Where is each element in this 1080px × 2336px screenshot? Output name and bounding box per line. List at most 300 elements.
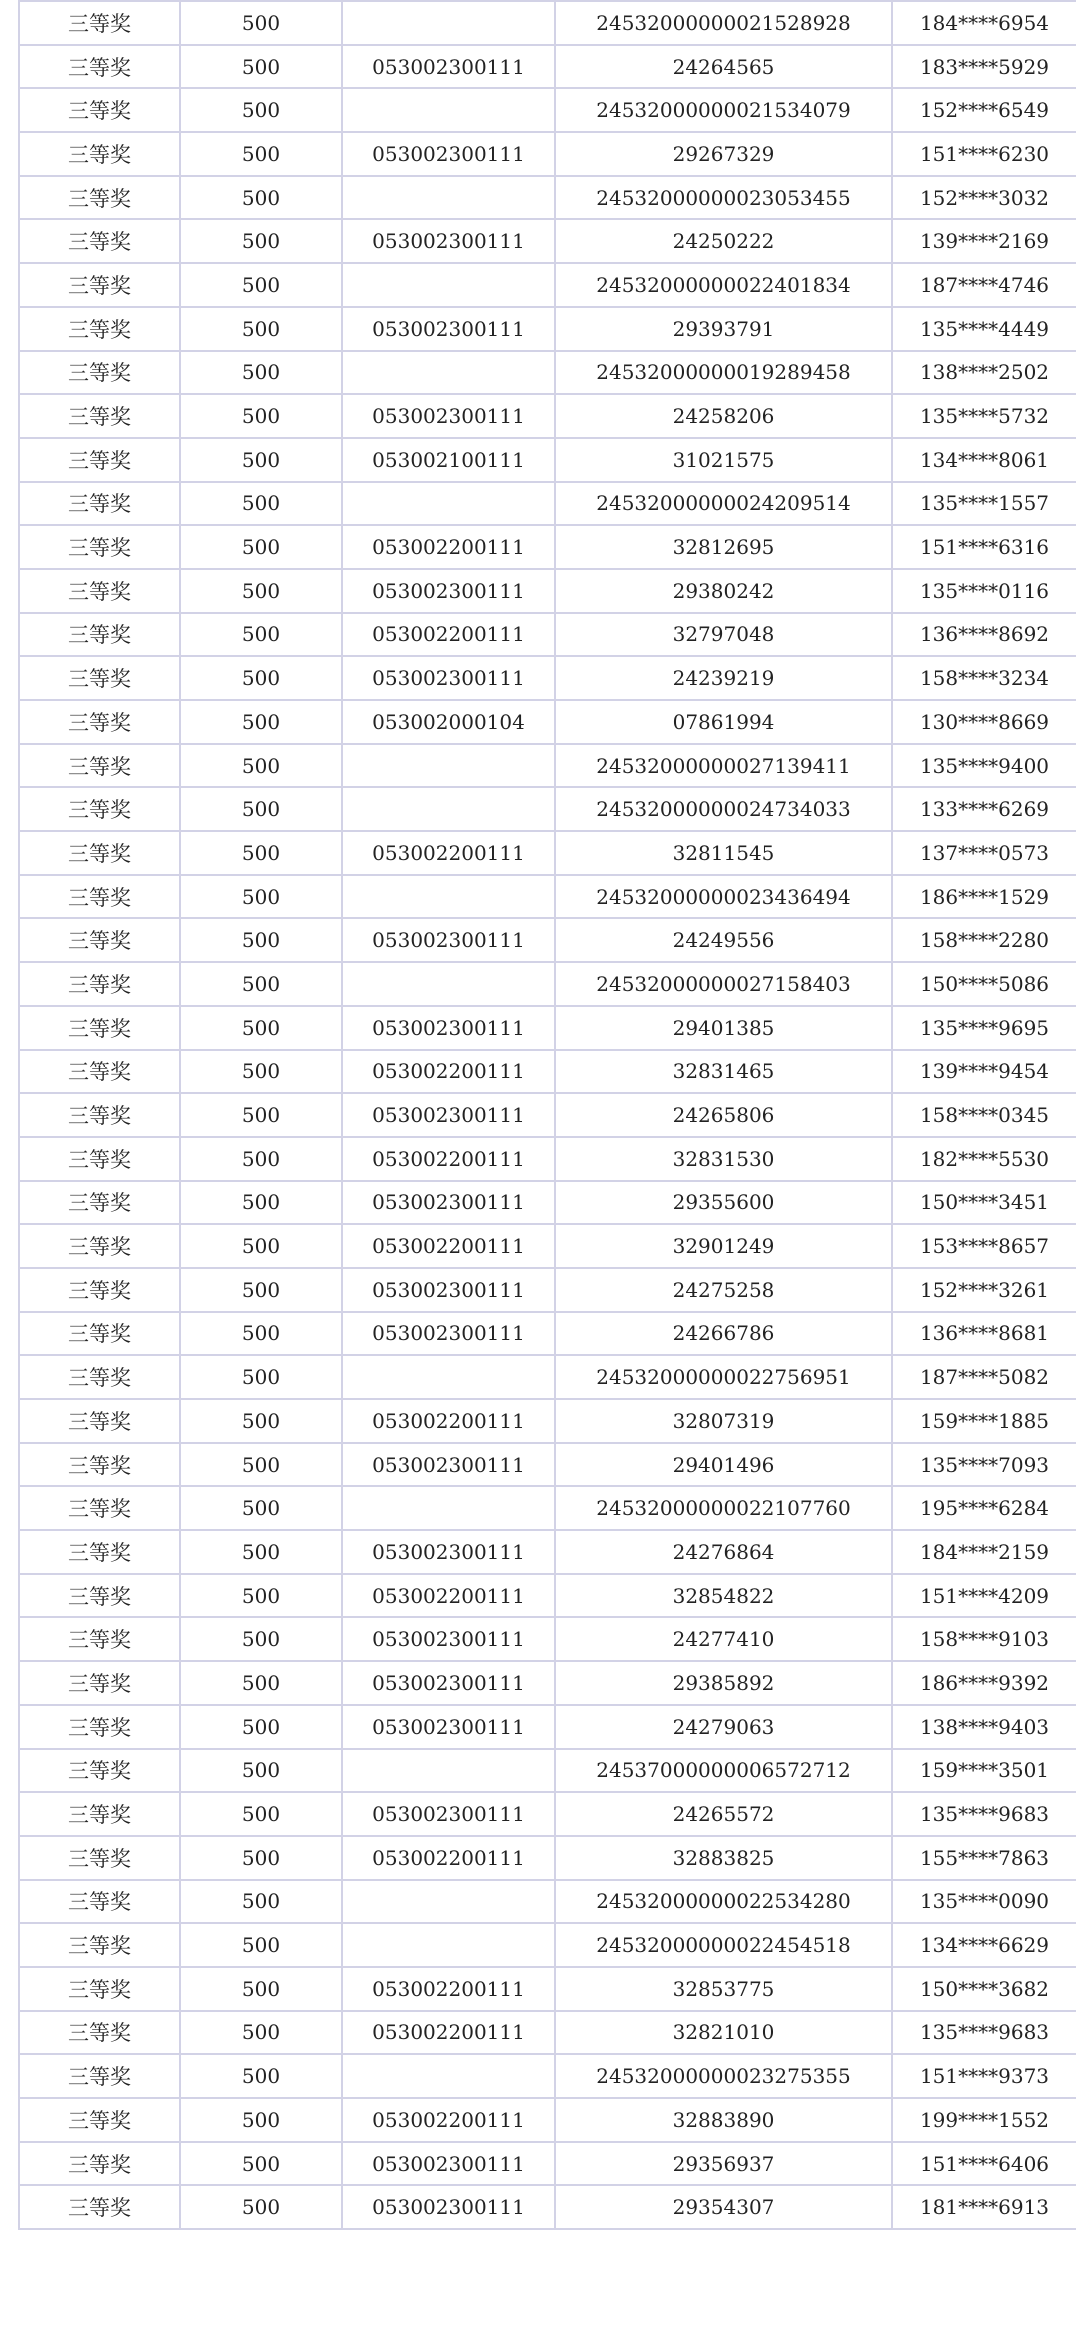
account-code-cell <box>342 1923 555 1967</box>
ticket-number-cell: 24239219 <box>555 656 892 700</box>
account-code-cell: 053002200111 <box>342 525 555 569</box>
phone-number-cell: 134****6629 <box>892 1923 1076 1967</box>
prize-level-cell: 三等奖 <box>19 1923 180 1967</box>
account-code-cell: 053002300111 <box>342 2142 555 2186</box>
prize-amount-cell: 500 <box>180 45 342 89</box>
account-code-cell <box>342 875 555 919</box>
account-code-cell <box>342 263 555 307</box>
ticket-number-cell: 24532000000021534079 <box>555 88 892 132</box>
account-code-cell: 053002200111 <box>342 831 555 875</box>
phone-number-cell: 139****9454 <box>892 1050 1076 1094</box>
ticket-number-cell: 24277410 <box>555 1617 892 1661</box>
table-row <box>19 45 1076 89</box>
prize-level-cell: 三等奖 <box>19 88 180 132</box>
ticket-number-cell: 32831530 <box>555 1137 892 1181</box>
prize-amount-cell: 500 <box>180 1355 342 1399</box>
prize-amount-cell: 500 <box>180 569 342 613</box>
prize-level-cell: 三等奖 <box>19 1836 180 1880</box>
table-row <box>19 438 1076 482</box>
table-row <box>19 1312 1076 1356</box>
account-code-cell <box>342 1 555 45</box>
phone-number-cell: 155****7863 <box>892 1836 1076 1880</box>
phone-number-cell: 158****9103 <box>892 1617 1076 1661</box>
prize-level-cell: 三等奖 <box>19 132 180 176</box>
prize-level-cell: 三等奖 <box>19 307 180 351</box>
prize-level-cell: 三等奖 <box>19 1574 180 1618</box>
account-code-cell: 053002200111 <box>342 1224 555 1268</box>
account-code-cell: 053002300111 <box>342 1093 555 1137</box>
ticket-number-cell: 29380242 <box>555 569 892 613</box>
prize-level-cell: 三等奖 <box>19 613 180 657</box>
ticket-number-cell: 32797048 <box>555 613 892 657</box>
prize-amount-cell: 500 <box>180 1443 342 1487</box>
phone-number-cell: 135****4449 <box>892 307 1076 351</box>
phone-number-cell: 135****0090 <box>892 1880 1076 1924</box>
ticket-number-cell: 24532000000024734033 <box>555 787 892 831</box>
table-row <box>19 1792 1076 1836</box>
account-code-cell: 053002300111 <box>342 45 555 89</box>
prize-amount-cell: 500 <box>180 2185 342 2229</box>
prize-amount-cell: 500 <box>180 1 342 45</box>
account-code-cell: 053002300111 <box>342 1181 555 1225</box>
phone-number-cell: 186****9392 <box>892 1661 1076 1705</box>
account-code-cell <box>342 1355 555 1399</box>
ticket-number-cell: 24532000000027139411 <box>555 744 892 788</box>
prize-level-cell: 三等奖 <box>19 1137 180 1181</box>
phone-number-cell: 150****5086 <box>892 962 1076 1006</box>
prize-amount-cell: 500 <box>180 2098 342 2142</box>
phone-number-cell: 183****5929 <box>892 45 1076 89</box>
phone-number-cell: 135****9400 <box>892 744 1076 788</box>
prize-amount-cell: 500 <box>180 1574 342 1618</box>
table-row <box>19 2142 1076 2186</box>
ticket-number-cell: 29401496 <box>555 1443 892 1487</box>
prize-amount-cell: 500 <box>180 1093 342 1137</box>
table-row <box>19 1617 1076 1661</box>
phone-number-cell: 135****1557 <box>892 482 1076 526</box>
prize-level-cell: 三等奖 <box>19 2185 180 2229</box>
ticket-number-cell: 24532000000022756951 <box>555 1355 892 1399</box>
prize-level-cell: 三等奖 <box>19 1093 180 1137</box>
ticket-number-cell: 24532000000022454518 <box>555 1923 892 1967</box>
ticket-number-cell: 32811545 <box>555 831 892 875</box>
account-code-cell: 053002000104 <box>342 700 555 744</box>
prize-level-cell: 三等奖 <box>19 1181 180 1225</box>
account-code-cell: 053002200111 <box>342 1050 555 1094</box>
account-code-cell: 053002300111 <box>342 1268 555 1312</box>
account-code-cell: 053002200111 <box>342 1574 555 1618</box>
table-row <box>19 875 1076 919</box>
account-code-cell: 053002300111 <box>342 219 555 263</box>
table-row <box>19 482 1076 526</box>
prize-amount-cell: 500 <box>180 744 342 788</box>
account-code-cell <box>342 2054 555 2098</box>
account-code-cell: 053002200111 <box>342 1399 555 1443</box>
ticket-number-cell: 24532000000019289458 <box>555 351 892 395</box>
ticket-number-cell: 32812695 <box>555 525 892 569</box>
prize-winners-table <box>18 0 1076 2230</box>
phone-number-cell: 158****0345 <box>892 1093 1076 1137</box>
prize-level-cell: 三等奖 <box>19 482 180 526</box>
account-code-cell: 053002300111 <box>342 1661 555 1705</box>
prize-level-cell: 三等奖 <box>19 1967 180 2011</box>
prize-level-cell: 三等奖 <box>19 1006 180 1050</box>
table-row <box>19 1224 1076 1268</box>
prize-level-cell: 三等奖 <box>19 1 180 45</box>
prize-level-cell: 三等奖 <box>19 2098 180 2142</box>
table-row <box>19 2098 1076 2142</box>
ticket-number-cell: 24264565 <box>555 45 892 89</box>
phone-number-cell: 135****9683 <box>892 1792 1076 1836</box>
table-row <box>19 2054 1076 2098</box>
phone-number-cell: 152****3032 <box>892 176 1076 220</box>
prize-level-cell: 三等奖 <box>19 875 180 919</box>
account-code-cell: 053002200111 <box>342 2098 555 2142</box>
phone-number-cell: 135****7093 <box>892 1443 1076 1487</box>
table-row <box>19 918 1076 962</box>
account-code-cell: 053002300111 <box>342 307 555 351</box>
table-row <box>19 1443 1076 1487</box>
table-row <box>19 1836 1076 1880</box>
prize-level-cell: 三等奖 <box>19 744 180 788</box>
prize-amount-cell: 500 <box>180 787 342 831</box>
phone-number-cell: 135****0116 <box>892 569 1076 613</box>
account-code-cell: 053002300111 <box>342 1792 555 1836</box>
ticket-number-cell: 24279063 <box>555 1705 892 1749</box>
phone-number-cell: 184****6954 <box>892 1 1076 45</box>
prize-amount-cell: 500 <box>180 176 342 220</box>
prize-amount-cell: 500 <box>180 1967 342 2011</box>
ticket-number-cell: 07861994 <box>555 700 892 744</box>
table-row <box>19 2011 1076 2055</box>
ticket-number-cell: 24265572 <box>555 1792 892 1836</box>
phone-number-cell: 158****2280 <box>892 918 1076 962</box>
prize-amount-cell: 500 <box>180 2054 342 2098</box>
prize-amount-cell: 500 <box>180 482 342 526</box>
prize-amount-cell: 500 <box>180 1399 342 1443</box>
ticket-number-cell: 32831465 <box>555 1050 892 1094</box>
account-code-cell: 053002300111 <box>342 1705 555 1749</box>
ticket-number-cell: 32883825 <box>555 1836 892 1880</box>
table-row <box>19 744 1076 788</box>
ticket-number-cell: 32883890 <box>555 2098 892 2142</box>
account-code-cell: 053002300111 <box>342 569 555 613</box>
prize-level-cell: 三等奖 <box>19 438 180 482</box>
phone-number-cell: 199****1552 <box>892 2098 1076 2142</box>
prize-amount-cell: 500 <box>180 831 342 875</box>
ticket-number-cell: 24249556 <box>555 918 892 962</box>
prize-amount-cell: 500 <box>180 1661 342 1705</box>
table-row <box>19 351 1076 395</box>
account-code-cell <box>342 1749 555 1793</box>
phone-number-cell: 130****8669 <box>892 700 1076 744</box>
account-code-cell: 053002200111 <box>342 1137 555 1181</box>
prize-amount-cell: 500 <box>180 1792 342 1836</box>
prize-amount-cell: 500 <box>180 2011 342 2055</box>
ticket-number-cell: 24275258 <box>555 1268 892 1312</box>
account-code-cell: 053002200111 <box>342 1967 555 2011</box>
ticket-number-cell: 29356937 <box>555 2142 892 2186</box>
prize-amount-cell: 500 <box>180 1705 342 1749</box>
account-code-cell: 053002300111 <box>342 1443 555 1487</box>
table-row <box>19 263 1076 307</box>
account-code-cell: 053002100111 <box>342 438 555 482</box>
phone-number-cell: 135****9695 <box>892 1006 1076 1050</box>
account-code-cell: 053002300111 <box>342 132 555 176</box>
prize-amount-cell: 500 <box>180 1749 342 1793</box>
prize-level-cell: 三等奖 <box>19 1268 180 1312</box>
prize-amount-cell: 500 <box>180 307 342 351</box>
phone-number-cell: 151****9373 <box>892 2054 1076 2098</box>
ticket-number-cell: 29267329 <box>555 132 892 176</box>
prize-level-cell: 三等奖 <box>19 2011 180 2055</box>
ticket-number-cell: 24532000000023275355 <box>555 2054 892 2098</box>
table-row <box>19 132 1076 176</box>
table-row <box>19 1574 1076 1618</box>
prize-amount-cell: 500 <box>180 525 342 569</box>
prize-amount-cell: 500 <box>180 88 342 132</box>
prize-amount-cell: 500 <box>180 1268 342 1312</box>
table-row <box>19 1 1076 45</box>
prize-amount-cell: 500 <box>180 1880 342 1924</box>
phone-number-cell: 135****9683 <box>892 2011 1076 2055</box>
table-row <box>19 1093 1076 1137</box>
prize-level-cell: 三等奖 <box>19 1443 180 1487</box>
prize-level-cell: 三等奖 <box>19 2054 180 2098</box>
table-row <box>19 831 1076 875</box>
ticket-number-cell: 29393791 <box>555 307 892 351</box>
phone-number-cell: 133****6269 <box>892 787 1076 831</box>
table-row <box>19 569 1076 613</box>
account-code-cell <box>342 962 555 1006</box>
account-code-cell: 053002300111 <box>342 918 555 962</box>
ticket-number-cell: 24276864 <box>555 1530 892 1574</box>
prize-level-cell: 三等奖 <box>19 918 180 962</box>
prize-level-cell: 三等奖 <box>19 700 180 744</box>
phone-number-cell: 152****6549 <box>892 88 1076 132</box>
prize-amount-cell: 500 <box>180 875 342 919</box>
prize-level-cell: 三等奖 <box>19 1050 180 1094</box>
prize-amount-cell: 500 <box>180 1137 342 1181</box>
prize-level-cell: 三等奖 <box>19 525 180 569</box>
prize-level-cell: 三等奖 <box>19 1486 180 1530</box>
phone-number-cell: 159****3501 <box>892 1749 1076 1793</box>
phone-number-cell: 195****6284 <box>892 1486 1076 1530</box>
prize-level-cell: 三等奖 <box>19 1661 180 1705</box>
account-code-cell <box>342 1486 555 1530</box>
phone-number-cell: 150****3451 <box>892 1181 1076 1225</box>
prize-level-cell: 三等奖 <box>19 219 180 263</box>
table-row <box>19 2185 1076 2229</box>
table-body <box>19 1 1076 2229</box>
phone-number-cell: 137****0573 <box>892 831 1076 875</box>
ticket-number-cell: 24265806 <box>555 1093 892 1137</box>
prize-amount-cell: 500 <box>180 394 342 438</box>
table-row <box>19 88 1076 132</box>
prize-level-cell: 三等奖 <box>19 1399 180 1443</box>
prize-amount-cell: 500 <box>180 1923 342 1967</box>
prize-level-cell: 三等奖 <box>19 1880 180 1924</box>
prize-amount-cell: 500 <box>180 263 342 307</box>
prize-level-cell: 三等奖 <box>19 1617 180 1661</box>
phone-number-cell: 158****3234 <box>892 656 1076 700</box>
prize-level-cell: 三等奖 <box>19 1792 180 1836</box>
account-code-cell: 053002300111 <box>342 1617 555 1661</box>
table-row <box>19 394 1076 438</box>
table-row <box>19 1967 1076 2011</box>
prize-level-cell: 三等奖 <box>19 1749 180 1793</box>
prize-amount-cell: 500 <box>180 1181 342 1225</box>
phone-number-cell: 136****8692 <box>892 613 1076 657</box>
prize-amount-cell: 500 <box>180 962 342 1006</box>
phone-number-cell: 151****6316 <box>892 525 1076 569</box>
account-code-cell <box>342 88 555 132</box>
account-code-cell <box>342 176 555 220</box>
account-code-cell: 053002300111 <box>342 2185 555 2229</box>
table-row <box>19 1705 1076 1749</box>
prize-amount-cell: 500 <box>180 351 342 395</box>
phone-number-cell: 182****5530 <box>892 1137 1076 1181</box>
prize-level-cell: 三等奖 <box>19 394 180 438</box>
table-row <box>19 613 1076 657</box>
prize-level-cell: 三等奖 <box>19 1530 180 1574</box>
ticket-number-cell: 29385892 <box>555 1661 892 1705</box>
prize-level-cell: 三等奖 <box>19 1705 180 1749</box>
table-row <box>19 1268 1076 1312</box>
table-row <box>19 1880 1076 1924</box>
account-code-cell: 053002300111 <box>342 656 555 700</box>
prize-level-cell: 三等奖 <box>19 1224 180 1268</box>
table-row <box>19 1181 1076 1225</box>
ticket-number-cell: 24266786 <box>555 1312 892 1356</box>
table-row <box>19 700 1076 744</box>
prize-amount-cell: 500 <box>180 132 342 176</box>
table-row <box>19 1530 1076 1574</box>
phone-number-cell: 150****3682 <box>892 1967 1076 2011</box>
phone-number-cell: 151****4209 <box>892 1574 1076 1618</box>
prize-amount-cell: 500 <box>180 219 342 263</box>
prize-amount-cell: 500 <box>180 656 342 700</box>
prize-level-cell: 三等奖 <box>19 1312 180 1356</box>
table-row <box>19 525 1076 569</box>
ticket-number-cell: 24532000000027158403 <box>555 962 892 1006</box>
table-row <box>19 1137 1076 1181</box>
phone-number-cell: 184****2159 <box>892 1530 1076 1574</box>
table-row <box>19 1050 1076 1094</box>
table-row <box>19 1661 1076 1705</box>
ticket-number-cell: 32821010 <box>555 2011 892 2055</box>
phone-number-cell: 187****5082 <box>892 1355 1076 1399</box>
phone-number-cell: 136****8681 <box>892 1312 1076 1356</box>
ticket-number-cell: 24250222 <box>555 219 892 263</box>
phone-number-cell: 159****1885 <box>892 1399 1076 1443</box>
account-code-cell <box>342 787 555 831</box>
ticket-number-cell: 24537000000006572712 <box>555 1749 892 1793</box>
prize-level-cell: 三等奖 <box>19 45 180 89</box>
ticket-number-cell: 32901249 <box>555 1224 892 1268</box>
prize-winners-table-container <box>18 0 1076 2336</box>
phone-number-cell: 138****2502 <box>892 351 1076 395</box>
table-row <box>19 176 1076 220</box>
prize-level-cell: 三等奖 <box>19 351 180 395</box>
ticket-number-cell: 24532000000023053455 <box>555 176 892 220</box>
ticket-number-cell: 29355600 <box>555 1181 892 1225</box>
ticket-number-cell: 24532000000022534280 <box>555 1880 892 1924</box>
prize-level-cell: 三等奖 <box>19 962 180 1006</box>
account-code-cell <box>342 744 555 788</box>
prize-amount-cell: 500 <box>180 613 342 657</box>
table-row <box>19 1399 1076 1443</box>
prize-amount-cell: 500 <box>180 1486 342 1530</box>
phone-number-cell: 181****6913 <box>892 2185 1076 2229</box>
prize-level-cell: 三等奖 <box>19 263 180 307</box>
prize-amount-cell: 500 <box>180 1617 342 1661</box>
account-code-cell <box>342 482 555 526</box>
prize-amount-cell: 500 <box>180 1836 342 1880</box>
prize-level-cell: 三等奖 <box>19 1355 180 1399</box>
account-code-cell: 053002300111 <box>342 1006 555 1050</box>
table-row <box>19 1923 1076 1967</box>
phone-number-cell: 134****8061 <box>892 438 1076 482</box>
phone-number-cell: 152****3261 <box>892 1268 1076 1312</box>
prize-amount-cell: 500 <box>180 438 342 482</box>
table-row <box>19 307 1076 351</box>
prize-amount-cell: 500 <box>180 1006 342 1050</box>
prize-level-cell: 三等奖 <box>19 176 180 220</box>
account-code-cell <box>342 351 555 395</box>
phone-number-cell: 135****5732 <box>892 394 1076 438</box>
ticket-number-cell: 24532000000024209514 <box>555 482 892 526</box>
table-row <box>19 962 1076 1006</box>
phone-number-cell: 153****8657 <box>892 1224 1076 1268</box>
ticket-number-cell: 32853775 <box>555 1967 892 2011</box>
prize-amount-cell: 500 <box>180 1312 342 1356</box>
ticket-number-cell: 24532000000021528928 <box>555 1 892 45</box>
prize-amount-cell: 500 <box>180 700 342 744</box>
phone-number-cell: 139****2169 <box>892 219 1076 263</box>
phone-number-cell: 187****4746 <box>892 263 1076 307</box>
table-row <box>19 1749 1076 1793</box>
prize-level-cell: 三等奖 <box>19 656 180 700</box>
ticket-number-cell: 24258206 <box>555 394 892 438</box>
ticket-number-cell: 24532000000022107760 <box>555 1486 892 1530</box>
ticket-number-cell: 31021575 <box>555 438 892 482</box>
ticket-number-cell: 24532000000022401834 <box>555 263 892 307</box>
table-row <box>19 1006 1076 1050</box>
ticket-number-cell: 29401385 <box>555 1006 892 1050</box>
account-code-cell: 053002300111 <box>342 394 555 438</box>
account-code-cell <box>342 1880 555 1924</box>
prize-amount-cell: 500 <box>180 918 342 962</box>
prize-level-cell: 三等奖 <box>19 569 180 613</box>
ticket-number-cell: 29354307 <box>555 2185 892 2229</box>
phone-number-cell: 186****1529 <box>892 875 1076 919</box>
prize-level-cell: 三等奖 <box>19 831 180 875</box>
prize-level-cell: 三等奖 <box>19 787 180 831</box>
table-row <box>19 1486 1076 1530</box>
phone-number-cell: 151****6406 <box>892 2142 1076 2186</box>
prize-amount-cell: 500 <box>180 1050 342 1094</box>
prize-amount-cell: 500 <box>180 1224 342 1268</box>
prize-amount-cell: 500 <box>180 1530 342 1574</box>
ticket-number-cell: 24532000000023436494 <box>555 875 892 919</box>
account-code-cell: 053002300111 <box>342 1530 555 1574</box>
account-code-cell: 053002300111 <box>342 1312 555 1356</box>
account-code-cell: 053002200111 <box>342 613 555 657</box>
table-row <box>19 1355 1076 1399</box>
ticket-number-cell: 32854822 <box>555 1574 892 1618</box>
prize-level-cell: 三等奖 <box>19 2142 180 2186</box>
